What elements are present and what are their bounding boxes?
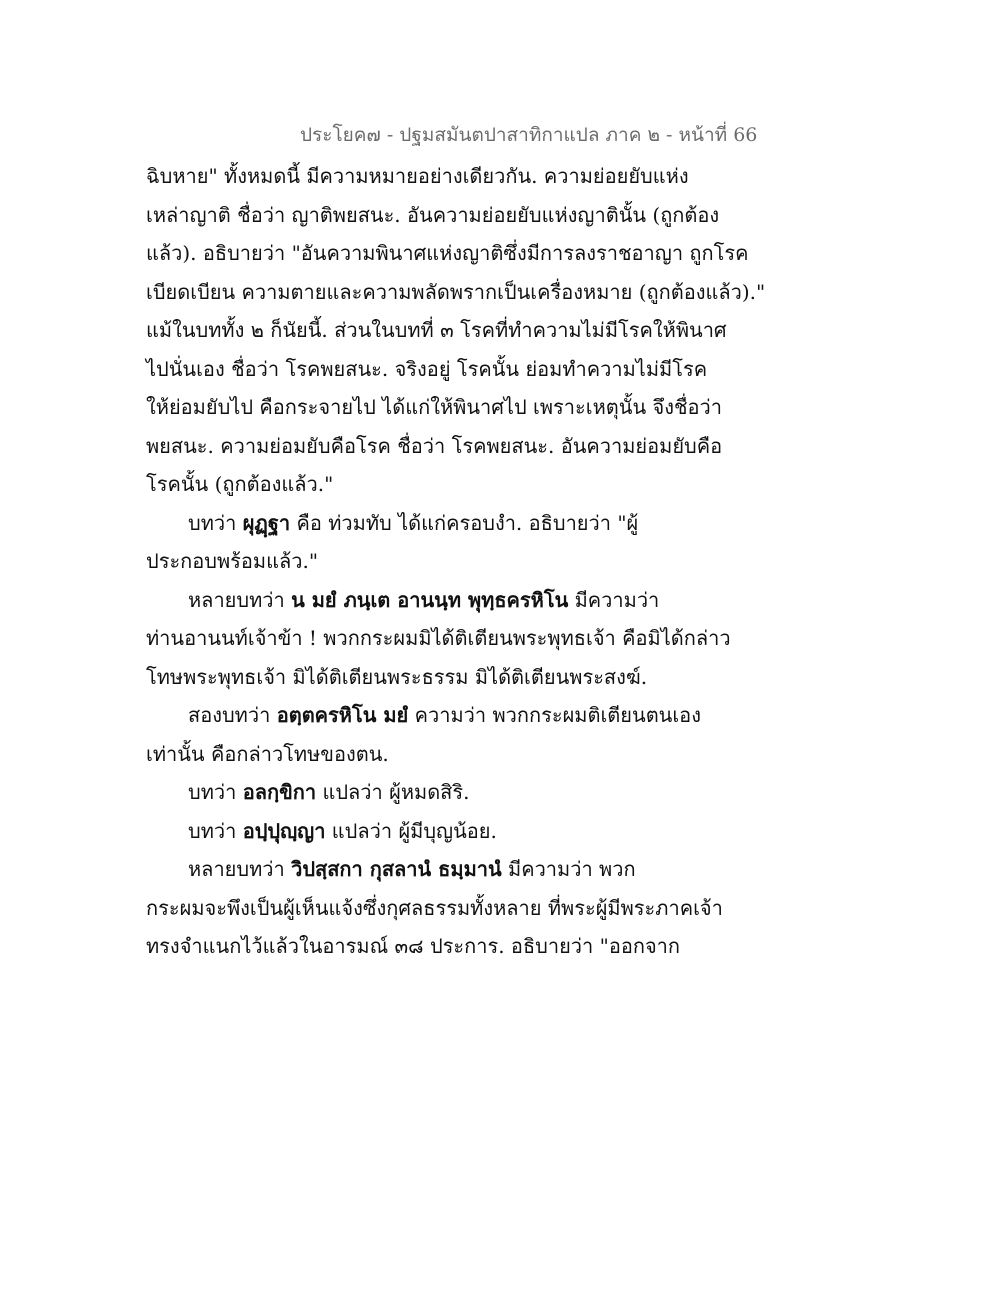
- text-segment: กระผมจะพึงเป็นผู้เห็นแจ้งซึ่งกุศลธรรมทั้งหลาย ที่พระผู้มีพระภาคเจ้า: [146, 895, 723, 920]
- text-segment: มีความว่า พวก: [501, 857, 636, 881]
- text-line: [146, 658, 746, 697]
- text-segment: สองบทว่า: [188, 703, 277, 727]
- text-segment: ประกอบพร้อมแล้ว.": [146, 549, 319, 573]
- text-line: [146, 234, 749, 273]
- text-segment: ความว่า พวกกระผมติเตียนตนเอง: [408, 703, 701, 727]
- text-line: [146, 735, 746, 774]
- text-segment: คือ ท่วมทับ ได้แก่ครอบงำ. อธิบายว่า "ผู้: [290, 510, 639, 535]
- text-line: [146, 696, 746, 735]
- text-segment: ฉิบหาย" ทั้งหมดนี้ มีความหมายอย่างเดียวกัน. ความย่อยยับแห่ง: [146, 164, 689, 188]
- text-line: [146, 542, 746, 581]
- text-line: [146, 311, 746, 350]
- text-segment: บทว่า: [188, 780, 243, 804]
- text-line: [146, 619, 746, 658]
- running-header: ประโยค๗ - ปฐมสมันตปาสาทิกาแปล ภาค ๒ - หน้าที่ 66: [300, 124, 758, 146]
- text-segment: แล้ว). อธิบายว่า "อันความพินาศแห่งญาติซึ่งมีการลงราชอาญา ถูกโรค: [146, 241, 749, 265]
- text-segment: เหล่าญาติ ชื่อว่า ญาติพยสนะ. อันความย่อยยับแห่งญาตินั้น (ถูกต้อง: [146, 202, 720, 227]
- pali-term: อลกฺขิกา: [242, 780, 317, 804]
- text-segment: ท่านอานนท์เจ้าข้า ! พวกกระผมมิได้ติเตียนพระพุทธเจ้า คือมิได้กล่าว: [146, 626, 731, 650]
- pali-term: ผุฏฺฐา: [242, 510, 291, 535]
- text-segment: เท่านั้น คือกล่าวโทษของตน.: [146, 741, 389, 766]
- text-segment: บทว่า: [188, 510, 243, 535]
- text-segment: ไปนั่นเอง ชื่อว่า โรคพยสนะ. จริงอยู่ โรคนั้น ย่อมทำความไม่มีโรค: [146, 356, 708, 381]
- text-line: [146, 350, 746, 389]
- text-segment: โทษพระพุทธเจ้า มิได้ติเตียนพระธรรม มิได้ติเตียนพระสงฆ์.: [146, 664, 648, 689]
- text-line: [146, 157, 746, 196]
- text-line: [146, 850, 746, 889]
- text-line: [146, 812, 746, 851]
- text-segment: บทว่า: [188, 818, 243, 843]
- pali-term: น มยํ ภนฺเต อานนฺท พุทฺธครหิโน: [291, 587, 569, 612]
- text-segment: พยสนะ. ความย่อมยับคือโรค ชื่อว่า โรคพยสนะ. อันความย่อมยับคือ: [146, 433, 723, 458]
- body-text: [146, 157, 766, 966]
- text-line: [146, 504, 746, 543]
- text-segment: มีความว่า: [568, 587, 660, 612]
- text-line: [146, 196, 746, 235]
- text-line: [146, 581, 746, 620]
- text-line: [146, 773, 746, 812]
- text-segment: แปลว่า ผู้มีบุญน้อย.: [325, 818, 497, 843]
- text-segment: ทรงจำแนกไว้แล้วในอารมณ์ ๓๘ ประการ. อธิบายว่า "ออกจาก: [146, 934, 681, 958]
- text-line: [146, 927, 746, 966]
- pali-term: อตฺตครหิโน มยํ: [276, 703, 409, 727]
- text-line: [146, 465, 746, 504]
- text-line: [146, 427, 746, 466]
- text-segment: หลายบทว่า: [188, 857, 292, 881]
- text-segment: ให้ย่อมยับไป คือกระจายไป ได้แก่ให้พินาศไป เพราะเหตุนั้น จึงชื่อว่า: [146, 395, 723, 419]
- text-line: [146, 273, 766, 312]
- text-line: [146, 388, 746, 427]
- text-segment: โรคนั้น (ถูกต้องแล้ว.": [146, 472, 334, 496]
- text-segment: หลายบทว่า: [188, 587, 292, 612]
- text-line: [146, 889, 746, 928]
- text-segment: เบียดเบียน ความตายและความพลัดพรากเป็นเครื่องหมาย (ถูกต้องแล้ว).": [146, 279, 766, 304]
- text-segment: แปลว่า ผู้หมดสิริ.: [316, 780, 470, 804]
- pali-term: อปฺปุญฺญา: [242, 818, 326, 843]
- text-segment: แม้ในบททั้ง ๒ ก็นัยนี้. ส่วนในบทที่ ๓ โรคที่ทำความไม่มีโรคให้พินาศ: [146, 318, 727, 342]
- pali-term: วิปสฺสกา กุสลานํ ธมฺมานํ: [291, 857, 502, 881]
